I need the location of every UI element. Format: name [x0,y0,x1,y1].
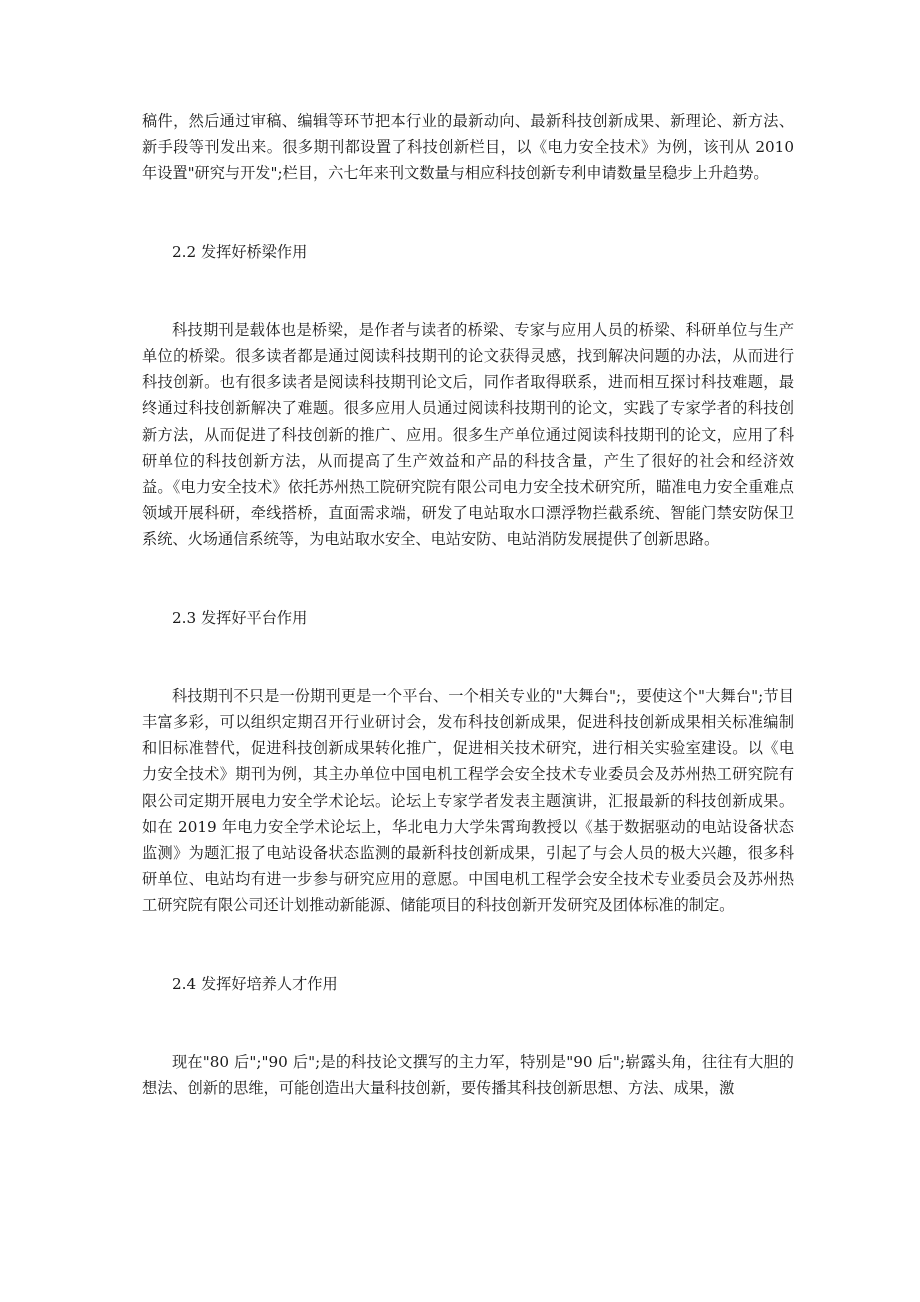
paragraph-continued: 稿件，然后通过审稿、编辑等环节把本行业的最新动向、最新科技创新成果、新理论、新方法、新手段等刊发出来。很多期刊都设置了科技创新栏目，以《电力安全技术》为例，该刊从 2010 年设置"研究与开发";栏目，六七年来刊文数量与相应科技创新专利申请数量呈稳步上升趋势。 [142,112,794,183]
section-heading-2-2: 2.2 发挥好桥梁作用 [172,242,308,261]
section-body-2-2: 科技期刊是载体也是桥梁，是作者与读者的桥梁、专家与应用人员的桥梁、科研单位与生产单位的桥梁。很多读者都是通过阅读科技期刊的论文获得灵感，找到解决问题的办法，从而进行科技创新。也有很多读者是阅读科技期刊论文后，同作者取得联系，进而相互探讨科技难题，最终通过科技创新解决了难题。很多应用人员通过阅读科技期刊的论文，实践了专家学者的科技创新方法，从而促进了科技创新的推广、应用。很多生产单位通过阅读科技期刊的论文，应用了科研单位的科技创新方法，从而提高了生产效益和产品的科技含量，产生了很好的社会和经济效益。《电力安全技术》依托苏州热工院研究院有限公司电力安全技术研究所，瞄准电力安全重难点领域开展科研，牵线搭桥，直面需求端，研发了电站取水口漂浮物拦截系统、智能门禁安防保卫系统、火场通信系统等，为电站取水安全、电站安防、电站消防发展提供了创新思路。 [142,320,794,549]
section-heading-2-3: 2.3 发挥好平台作用 [172,608,308,627]
section-heading-2-4: 2.4 发挥好培养人才作用 [172,974,338,993]
section-body-2-4: 现在"80 后";"90 后";是的科技论文撰写的主力军，特别是"90 后";崭露头角，往往有大胆的想法、创新的思维，可能创造出大量科技创新，要传播其科技创新思想、方法、成果，激 [142,1052,794,1098]
section-body-2-3: 科技期刊不只是一份期刊更是一个平台、一个相关专业的"大舞台";，要使这个"大舞台";节目丰富多彩，可以组织定期召开行业研讨会，发布科技创新成果，促进科技创新成果相关标准编制和旧标准替代，促进科技创新成果转化推广，促进相关技术研究，进行相关实验室建设。以《电力安全技术》期刊为例，其主办单位中国电机工程学会安全技术专业委员会及苏州热工研究院有限公司定期开展电力安全学术论坛。论坛上专家学者发表主题演讲，汇报最新的科技创新成果。如在 2019 年电力安全学术论坛上，华北电力大学朱霄珣教授以《基于数据驱动的电站设备状态监测》为题汇报了电站设备状态监测的最新科技创新成果，引起了与会人员的极大兴趣，很多科研单位、电站均有进一步参与研究应用的意愿。中国电机工程学会安全技术专业委员会及苏州热工研究院有限公司还计划推动新能源、储能项目的科技创新开发研究及团体标准的制定。 [142,686,794,915]
document-page [142,108,794,1101]
